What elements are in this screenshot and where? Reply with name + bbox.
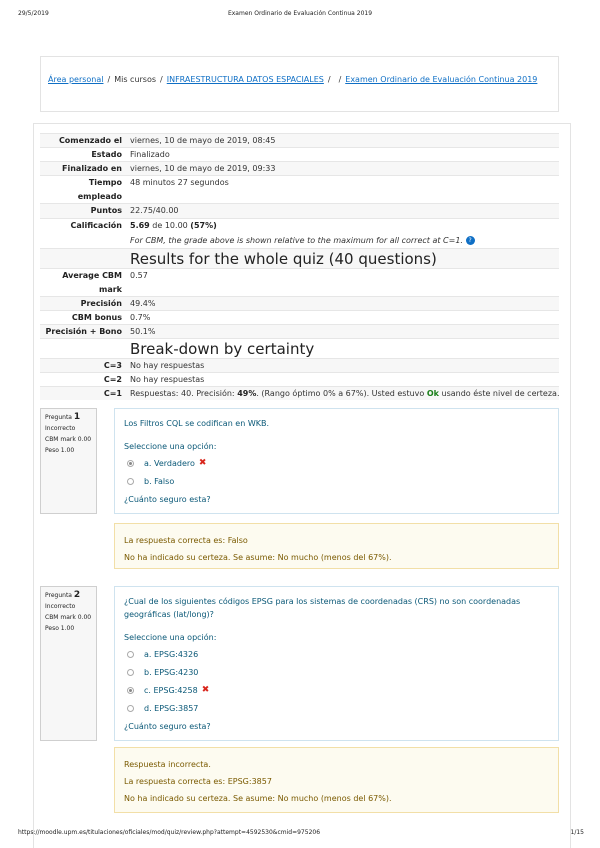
option-d[interactable]: d. EPSG:3857 <box>124 702 549 714</box>
print-title: Examen Ordinario de Evaluación Continua 2019 <box>227 10 373 17</box>
option-c[interactable]: c. EPSG:4258 ✖ <box>124 684 549 696</box>
question-status: Incorrecto <box>45 603 76 610</box>
option-b[interactable]: b. Falso <box>124 475 549 487</box>
question-2-feedback: Respuesta incorrecta. La respuesta correcta es: EPSG:3857 No ha indicado su certeza. Se asume: No mucho (menos del 67%). <box>114 747 559 813</box>
row-precision-bonus: Precisión + Bono 50.1% <box>40 324 559 338</box>
question-text: ¿Cual de los siguientes códigos EPSG para los sistemas de coordenadas (CRS) no son coordenadas geográficas (lat/long)? <box>124 597 521 619</box>
radio-selected-icon[interactable] <box>127 460 134 467</box>
radio-icon[interactable] <box>127 651 134 658</box>
question-1-feedback: La respuesta correcta es: Falso No ha indicado su certeza. Se asume: No mucho (menos del 67%). <box>114 523 559 569</box>
row-precision: Precisión 49.4% <box>40 296 559 310</box>
grade-note: For CBM, the grade above is shown relative to the maximum for all correct at C=1. <box>130 236 463 245</box>
help-icon[interactable]: ? <box>466 236 475 245</box>
radio-selected-icon[interactable] <box>127 687 134 694</box>
option-b[interactable]: b. EPSG:4230 <box>124 666 549 678</box>
question-cbm-mark: CBM mark 0.00 <box>45 614 92 621</box>
breadcrumb-course[interactable]: INFRAESTRUCTURA DATOS ESPACIALES <box>166 75 324 84</box>
wrong-icon: ✖ <box>198 458 207 468</box>
question-text: Los Filtros CQL se codifican en WKB. <box>124 419 270 428</box>
row-points: Puntos 22.75/40.00 <box>40 203 559 218</box>
print-page-number: 1/15 <box>570 829 584 836</box>
row-breakdown-heading <box>40 338 559 358</box>
question-cbm-mark: CBM mark 0.00 <box>45 436 92 443</box>
question-status: Incorrecto <box>45 425 76 432</box>
results-heading: Results for the whole quiz (40 questions) <box>130 250 437 268</box>
question-2-box <box>114 586 559 741</box>
breadcrumb-area-personal[interactable]: Área personal <box>48 75 104 84</box>
print-date: 29/5/2019 <box>18 10 49 17</box>
question-1-box <box>114 408 559 514</box>
certainty-question: ¿Cuánto seguro esta? <box>124 495 211 504</box>
breakdown-heading: Break-down by certainty <box>130 340 315 358</box>
row-grade: Calificación 5.69 de 10.00 (57%) For CBM, the grade above is shown relative to the maximum for all correct at C=1. ? <box>40 218 559 248</box>
row-state: Estado Finalizado <box>40 147 559 161</box>
question-1-info: Pregunta 1 Incorrecto CBM mark 0.00 Peso 1.00 <box>40 408 97 514</box>
row-cbm-bonus: CBM bonus 0.7% <box>40 310 559 324</box>
print-url: https://moodle.upm.es/titulaciones/oficiales/mod/quiz/review.php?attempt=4592530&cmid=975206 <box>18 829 321 836</box>
question-weight: Peso 1.00 <box>45 625 75 632</box>
question-weight: Peso 1.00 <box>45 447 75 454</box>
breadcrumb: Área personal / Mis cursos / INFRAESTRUCTURA DATOS ESPACIALES / / Examen Ordinario de Evaluación Continua 2019 <box>48 75 538 84</box>
option-a[interactable]: a. Verdadero ✖ <box>124 457 549 469</box>
question-prompt: Seleccione una opción: <box>124 633 217 642</box>
breadcrumb-mis-cursos: Mis cursos <box>114 75 157 84</box>
row-finished: Finalizado en viernes, 10 de mayo de 2019, 09:33 <box>40 161 559 175</box>
question-prompt: Seleccione una opción: <box>124 442 217 451</box>
radio-icon[interactable] <box>127 669 134 676</box>
row-average-cbm: Average CBM mark 0.57 <box>40 268 559 296</box>
row-c2: C=2 No hay respuestas <box>40 372 559 386</box>
radio-icon[interactable] <box>127 705 134 712</box>
row-c3: C=3 No hay respuestas <box>40 358 559 372</box>
row-c1: C=1 Respuestas: 40. Precisión: 49%. (Rango óptimo 0% a 67%). Usted estuvo Ok usando éste nivel de certeza. <box>40 386 559 400</box>
row-started: Comenzado el viernes, 10 de mayo de 2019, 08:45 <box>40 133 559 147</box>
option-a[interactable]: a. EPSG:4326 <box>124 648 549 660</box>
radio-icon[interactable] <box>127 478 134 485</box>
row-results-heading <box>40 248 559 268</box>
wrong-icon: ✖ <box>201 685 210 695</box>
certainty-question: ¿Cuánto seguro esta? <box>124 722 211 731</box>
breadcrumb-box <box>40 56 559 112</box>
breadcrumb-quiz[interactable]: Examen Ordinario de Evaluación Continua 2019 <box>345 75 538 84</box>
ok-badge: Ok <box>426 389 439 398</box>
question-2-info: Pregunta 2 Incorrecto CBM mark 0.00 Peso 1.00 <box>40 586 97 741</box>
row-time: Tiempo empleado 48 minutos 27 segundos <box>40 175 559 203</box>
